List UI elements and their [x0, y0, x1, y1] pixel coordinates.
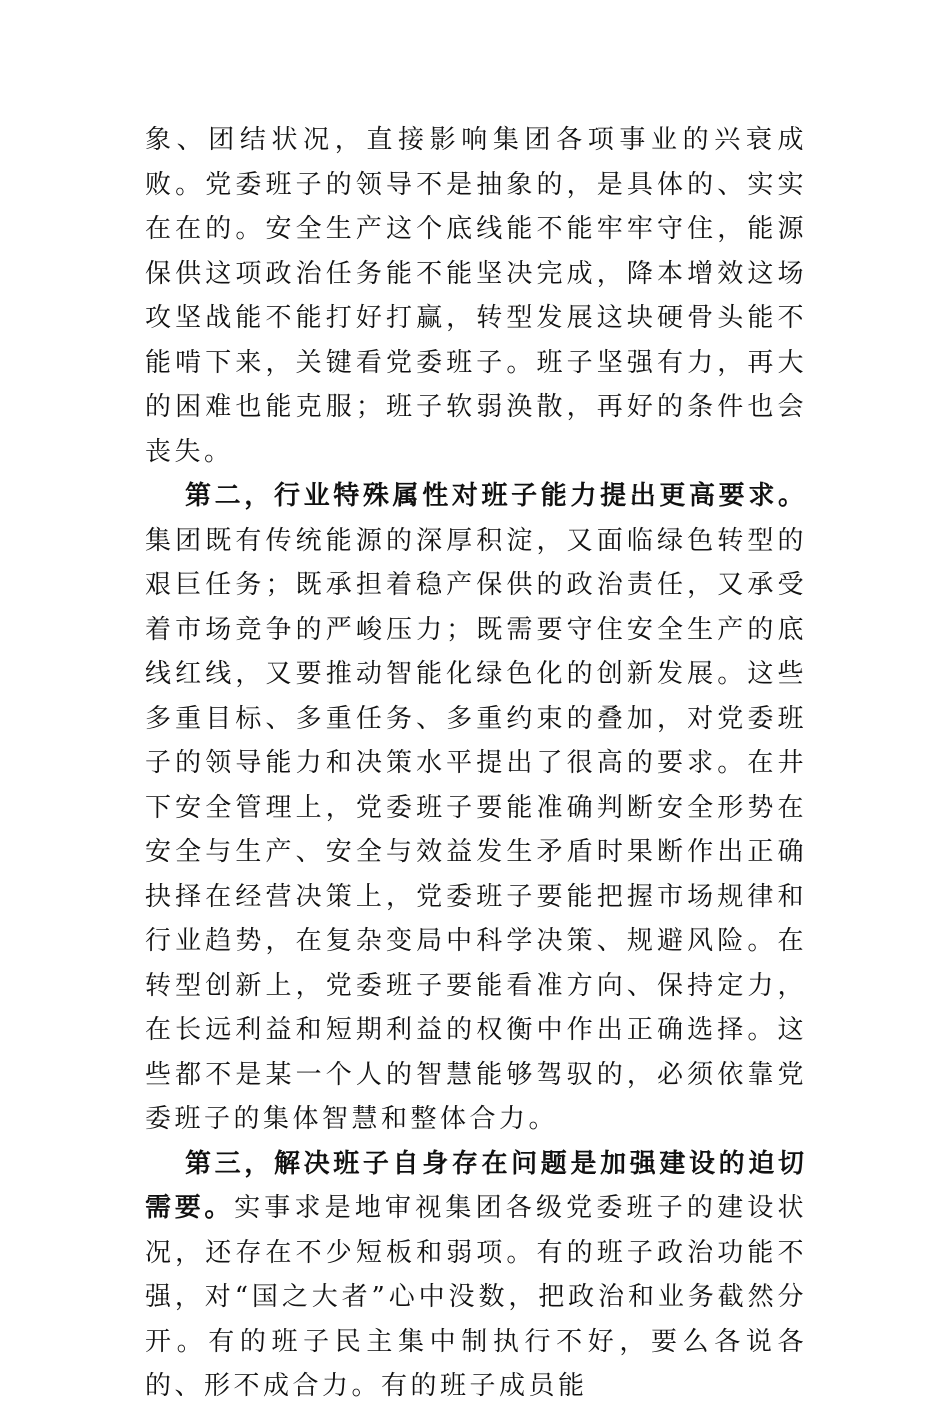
paragraph-3-text: 实事求是地审视集团各级党委班子的建设状况，还存在不少短板和弱项。有的班子政治功能不强，对“国之大者”心中没数，把政治和业务截然分开。有的班子民主集中制执行不好，要么各说各的、形不成合力。有的班子成员能	[145, 1193, 807, 1401]
paragraph-3	[145, 1142, 807, 1409]
paragraph-2	[145, 474, 807, 1142]
paragraph-3-lead: 第三，解决班子自身存在问题是加强建设的迫切需要。	[145, 1148, 807, 1223]
paragraph-1	[145, 118, 807, 474]
document-body	[145, 118, 807, 1409]
paragraph-1-text: 象、团结状况，直接影响集团各项事业的兴衰成败。党委班子的领导不是抽象的，是具体的、实实在在的。安全生产这个底线能不能牢牢守住，能源保供这项政治任务能不能坚决完成，降本增效这场攻坚战能不能打好打赢，转型发展这块硬骨头能不能啃下来，关键看党委班子。班子坚强有力，再大的困难也能克服；班子软弱涣散，再好的条件也会丧失。	[145, 125, 807, 467]
paragraph-2-text: 集团既有传统能源的深厚积淀，又面临绿色转型的艰巨任务；既承担着稳产保供的政治责任，又承受着市场竞争的严峻压力；既需要守住安全生产的底线红线，又要推动智能化绿色化的创新发展。这些多重目标、多重任务、多重约束的叠加，对党委班子的领导能力和决策水平提出了很高的要求。在井下安全管理上，党委班子要能准确判断安全形势在安全与生产、安全与效益发生矛盾时果断作出正确抉择在经营决策上，党委班子要能把握市场规律和行业趋势，在复杂变局中科学决策、规避风险。在转型创新上，党委班子要能看准方向、保持定力，在长远利益和短期利益的权衡中作出正确选择。这些都不是某一个人的智慧能够驾驭的，必须依靠党委班子的集体智慧和整体合力。	[145, 525, 807, 1134]
paragraph-2-lead: 第二，行业特殊属性对班子能力提出更高要求。	[185, 481, 807, 511]
